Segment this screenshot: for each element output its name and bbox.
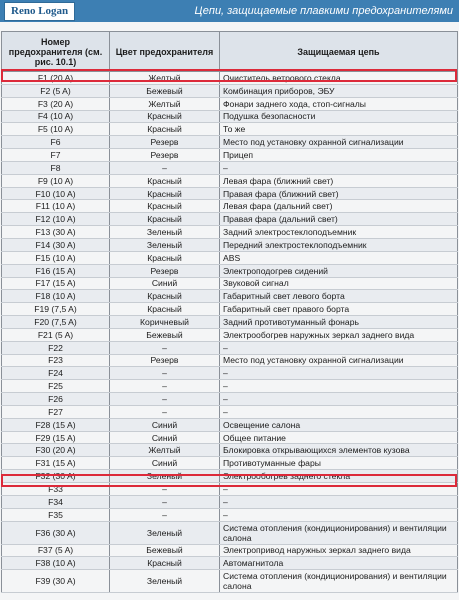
table-row (2, 495, 458, 508)
fuse-number-cell: F34 (2, 495, 110, 508)
fuse-number-cell: F23 (2, 354, 110, 367)
fuse-color-cell: Бежевый (110, 84, 220, 97)
fuse-number-cell: F21 (5 A) (2, 328, 110, 341)
table-row (2, 303, 458, 316)
fuse-color-cell: Синий (110, 277, 220, 290)
table-row (2, 444, 458, 457)
fuse-number-cell: F10 (10 A) (2, 187, 110, 200)
protected-circuit-cell: – (220, 367, 458, 380)
protected-circuit-cell: Электропривод наружных зеркал заднего вида (220, 544, 458, 557)
table-row (2, 508, 458, 521)
protected-circuit-cell: – (220, 483, 458, 496)
fuse-number-cell: F12 (10 A) (2, 213, 110, 226)
fuse-color-cell: Красный (110, 123, 220, 136)
protected-circuit-cell: Задний электростеклоподъемник (220, 226, 458, 239)
protected-circuit-cell: Общее питание (220, 431, 458, 444)
protected-circuit-cell: Подушка безопасности (220, 110, 458, 123)
fuse-color-cell: – (110, 483, 220, 496)
table-row (2, 238, 458, 251)
header-fuse-number: Номер предохранителя (см. рис. 10.1) (2, 32, 110, 72)
fuse-number-cell: F2 (5 A) (2, 84, 110, 97)
protected-circuit-cell: Передний электростеклоподъемник (220, 238, 458, 251)
table-row (2, 557, 458, 570)
table-row (2, 418, 458, 431)
fuse-number-cell: F22 (2, 341, 110, 354)
protected-circuit-cell: Правая фара (дальний свет) (220, 213, 458, 226)
table-header-row (2, 32, 458, 72)
fuse-number-cell: F18 (10 A) (2, 290, 110, 303)
protected-circuit-cell: Автомагнитола (220, 557, 458, 570)
fuse-color-cell: – (110, 393, 220, 406)
fuse-number-cell: F11 (10 A) (2, 200, 110, 213)
fuse-color-cell: Красный (110, 200, 220, 213)
table-row (2, 149, 458, 162)
protected-circuit-cell: Габаритный свет левого борта (220, 290, 458, 303)
table-row (2, 570, 458, 593)
fuse-number-cell: F39 (30 A) (2, 570, 110, 593)
table-row (2, 84, 458, 97)
protected-circuit-cell: – (220, 508, 458, 521)
table-row (2, 470, 458, 483)
fuse-table (1, 31, 458, 593)
fuse-number-cell: F8 (2, 161, 110, 174)
fuse-color-cell: Синий (110, 457, 220, 470)
protected-circuit-cell: Фонари заднего хода, стоп-сигналы (220, 97, 458, 110)
protected-circuit-cell: Прицеп (220, 149, 458, 162)
fuse-color-cell: Зеленый (110, 521, 220, 544)
protected-circuit-cell: Левая фара (дальний свет) (220, 200, 458, 213)
protected-circuit-cell: – (220, 380, 458, 393)
table-row (2, 72, 458, 85)
table-row (2, 544, 458, 557)
fuse-color-cell: Синий (110, 431, 220, 444)
table-row (2, 226, 458, 239)
fuse-color-cell: Резерв (110, 136, 220, 149)
fuse-number-cell: F37 (5 A) (2, 544, 110, 557)
table-row (2, 200, 458, 213)
fuse-number-cell: F14 (30 A) (2, 238, 110, 251)
fuse-color-cell: Зеленый (110, 238, 220, 251)
fuse-number-cell: F7 (2, 149, 110, 162)
protected-circuit-cell: Габаритный свет правого борта (220, 303, 458, 316)
table-row (2, 161, 458, 174)
table-row (2, 187, 458, 200)
protected-circuit-cell: – (220, 405, 458, 418)
fuse-color-cell: – (110, 161, 220, 174)
header-bar (0, 0, 459, 22)
fuse-color-cell: Синий (110, 418, 220, 431)
fuse-color-cell: Зеленый (110, 470, 220, 483)
table-row (2, 123, 458, 136)
fuse-color-cell: Красный (110, 174, 220, 187)
protected-circuit-cell: Задний противотуманный фонарь (220, 316, 458, 329)
protected-circuit-cell: Электроподогрев сидений (220, 264, 458, 277)
protected-circuit-cell: Освещение салона (220, 418, 458, 431)
fuse-number-cell: F25 (2, 380, 110, 393)
fuse-color-cell: Красный (110, 303, 220, 316)
table-row (2, 341, 458, 354)
fuse-number-cell: F31 (15 A) (2, 457, 110, 470)
table-row (2, 457, 458, 470)
fuse-color-cell: – (110, 495, 220, 508)
fuse-color-cell: – (110, 367, 220, 380)
table-row (2, 136, 458, 149)
protected-circuit-cell: Левая фара (ближний свет) (220, 174, 458, 187)
fuse-color-cell: Зеленый (110, 226, 220, 239)
protected-circuit-cell: Система отопления (кондиционирования) и вентиляции салона (220, 570, 458, 593)
fuse-number-cell: F16 (15 A) (2, 264, 110, 277)
table-row (2, 393, 458, 406)
table-row (2, 290, 458, 303)
fuse-number-cell: F24 (2, 367, 110, 380)
fuse-color-cell: Коричневый (110, 316, 220, 329)
table-row (2, 405, 458, 418)
fuse-color-cell: – (110, 380, 220, 393)
table-row (2, 483, 458, 496)
fuse-color-cell: – (110, 341, 220, 354)
table-row (2, 264, 458, 277)
table-row (2, 110, 458, 123)
fuse-color-cell: Зеленый (110, 570, 220, 593)
fuse-number-cell: F3 (20 A) (2, 97, 110, 110)
protected-circuit-cell: ABS (220, 251, 458, 264)
fuse-color-cell: Красный (110, 213, 220, 226)
fuse-color-cell: Желтый (110, 72, 220, 85)
fuse-number-cell: F20 (7,5 A) (2, 316, 110, 329)
protected-circuit-cell: Правая фара (ближний свет) (220, 187, 458, 200)
fuse-table-body (2, 72, 458, 593)
fuse-number-cell: F38 (10 A) (2, 557, 110, 570)
header-fuse-color: Цвет предохранителя (110, 32, 220, 72)
fuse-number-cell: F29 (15 A) (2, 431, 110, 444)
table-row (2, 277, 458, 290)
fuse-number-cell: F15 (10 A) (2, 251, 110, 264)
table-row (2, 328, 458, 341)
fuse-number-cell: F36 (30 A) (2, 521, 110, 544)
fuse-color-cell: – (110, 405, 220, 418)
protected-circuit-cell: – (220, 495, 458, 508)
fuse-number-cell: F33 (2, 483, 110, 496)
protected-circuit-cell: Место под установку охранной сигнализации (220, 354, 458, 367)
fuse-number-cell: F4 (10 A) (2, 110, 110, 123)
fuse-number-cell: F35 (2, 508, 110, 521)
table-row (2, 354, 458, 367)
fuse-number-cell: F27 (2, 405, 110, 418)
protected-circuit-cell: То же (220, 123, 458, 136)
fuse-color-cell: Красный (110, 557, 220, 570)
page-title: Цепи, защищаемые плавкими предохранителями (194, 5, 453, 17)
fuse-color-cell: Бежевый (110, 544, 220, 557)
fuse-number-cell: F26 (2, 393, 110, 406)
table-row (2, 521, 458, 544)
fuse-color-cell: – (110, 508, 220, 521)
table-row (2, 380, 458, 393)
fuse-color-cell: Красный (110, 290, 220, 303)
fuse-number-cell: F32 (30 A) (2, 470, 110, 483)
protected-circuit-cell: – (220, 161, 458, 174)
fuse-color-cell: Желтый (110, 97, 220, 110)
protected-circuit-cell: – (220, 393, 458, 406)
fuse-number-cell: F6 (2, 136, 110, 149)
fuse-number-cell: F19 (7,5 A) (2, 303, 110, 316)
fuse-number-cell: F9 (10 A) (2, 174, 110, 187)
table-row (2, 97, 458, 110)
table-row (2, 367, 458, 380)
fuse-color-cell: Желтый (110, 444, 220, 457)
protected-circuit-cell: Противотуманные фары (220, 457, 458, 470)
protected-circuit-cell: – (220, 341, 458, 354)
fuse-color-cell: Бежевый (110, 328, 220, 341)
header-protected-circuit: Защищаемая цепь (220, 32, 458, 72)
fuse-number-cell: F13 (30 A) (2, 226, 110, 239)
fuse-number-cell: F28 (15 A) (2, 418, 110, 431)
fuse-color-cell: Резерв (110, 264, 220, 277)
fuse-color-cell: Красный (110, 110, 220, 123)
table-row (2, 213, 458, 226)
protected-circuit-cell: Место под установку охранной сигнализации (220, 136, 458, 149)
protected-circuit-cell: Электрообогрев наружных зеркал заднего вида (220, 328, 458, 341)
fuse-number-cell: F17 (15 A) (2, 277, 110, 290)
table-row (2, 251, 458, 264)
fuse-color-cell: Красный (110, 187, 220, 200)
table-row (2, 316, 458, 329)
protected-circuit-cell: Звуковой сигнал (220, 277, 458, 290)
fuse-number-cell: F1 (20 A) (2, 72, 110, 85)
fuse-color-cell: Резерв (110, 149, 220, 162)
fuse-color-cell: Резерв (110, 354, 220, 367)
protected-circuit-cell: Комбинация приборов, ЭБУ (220, 84, 458, 97)
table-row (2, 431, 458, 444)
protected-circuit-cell: Электрообогрев заднего стекла (220, 470, 458, 483)
brand-label: Reno Logan (4, 2, 75, 21)
table-row (2, 174, 458, 187)
protected-circuit-cell: Система отопления (кондиционирования) и вентиляции салона (220, 521, 458, 544)
protected-circuit-cell: Блокировка открывающихся элементов кузова (220, 444, 458, 457)
fuse-number-cell: F30 (20 A) (2, 444, 110, 457)
fuse-number-cell: F5 (10 A) (2, 123, 110, 136)
protected-circuit-cell: Очиститель ветрового стекла (220, 72, 458, 85)
fuse-color-cell: Красный (110, 251, 220, 264)
